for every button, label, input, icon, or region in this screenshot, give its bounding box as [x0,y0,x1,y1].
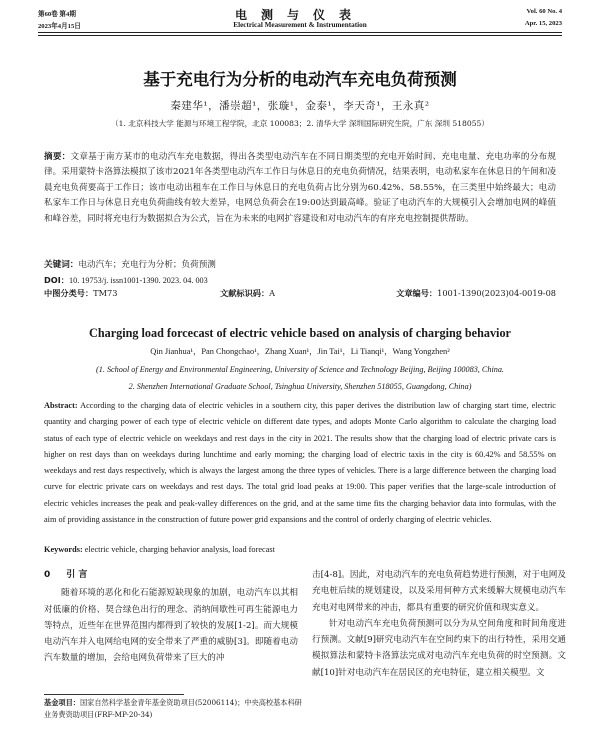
clc-number [44,288,117,299]
section-title: 引 言 [66,570,88,580]
funding-label: 基金项目： [44,698,80,707]
body-paragraph: 击[4-8]。因此，对电动汽车的充电负荷趋势进行预测，对于电网及充电桩后续的规划建设，以及采用何种方式来缓解大规模电动汽车充电对电网带来的冲击，都具有重要的研究价值和现实意义。 [312,570,566,613]
date-cn: 2023年4月15日 [38,23,81,30]
keywords-en-label: Keywords: [44,545,83,554]
document-code [220,288,275,299]
authors-cn: 秦建华¹，潘崇超¹，张璇¹，金泰¹，李天奇¹，王永真² [170,100,430,112]
abstract-cn [44,150,556,227]
doi-text: 10. 19753/j. issn1001-1390. 2023. 04. 003 [69,276,208,285]
volume-en: Vol. 60 No. 4 [526,8,562,15]
funding-footnote [44,697,302,721]
abstract-cn-text: 文章基于南方某市的电动汽车充电数据，得出各类型电动汽车在不同日期类型的充电开始时间、充电电量、充电功率的分布规律。采用蒙特卡洛算法模拟了该市2021年各类型电动汽车工作日与休息日的充电负荷情况，结果表明，电动私家车在休息日的午间和凌晨充电负荷要高于工作日；该市电动出租车在工作日与休息日的充电负荷占比分别为60.42%、58.55%，在三类里中始终最大；电动私家车工作日与休息日充电负荷曲线有较大差异，电网总负荷会在19:00达到最高峰。验证了电动汽车的大规模引入会增加电网的峰值和峰谷差，同时将充电行为数据拟合为公式，旨在为未来的电网扩容建设和对电动汽车的有序充电控制提供帮助。 [44,152,556,224]
abstract-cn-label: 摘要： [44,152,71,162]
article-label: 文章编号： [396,288,438,298]
affiliation-en-1: (1. School of Energy and Environmental Engineering, University of Science and Technology Beijing, Beijing 100083, China. [96,365,504,374]
keywords-cn-label: 关键词： [44,260,79,270]
header-rule-thick [38,32,562,33]
keywords-en-text: electric vehicle, charging behavior analysis, load forecast [84,545,275,554]
section-number: 0 [44,570,51,580]
doi-label: DOI： [44,275,69,285]
clc-value: TM73 [93,288,118,298]
abstract-en [44,398,556,528]
header-rule-thin [38,35,562,36]
section-heading [44,567,298,583]
affiliation-cn: （1. 北京科技大学 能源与环境工程学院，北京 100083；2. 清华大学 深圳国际研究生院，广东 深圳 518055） [111,119,489,128]
doi-line [44,273,556,288]
journal-title-en: Electrical Measurement & Instrumentation [233,21,367,29]
authors-en: Qin Jianhua¹，Pan Chongchao¹，Zhang Xuan¹，Jin Tai¹，Li Tianqi¹，Wang Yongzhen² [150,347,450,356]
article-value: 1001-1390(2023)04-0019-08 [437,288,556,298]
clc-label: 中图分类号： [44,288,94,298]
body-paragraph: 针对电动汽车充电负荷预测可以分为从空间角度和时间角度进行预测。文献[9]研究电动汽车在空间约束下的出行特性，采用交通模拟算法和蒙特卡洛算法完成对电动汽车充电负荷的时空预测。文献[10]针对电动汽车在居民区的充电特征，建立相关模型。文 [312,618,566,678]
body-paragraph: 随着环境的恶化和化石能源短缺现象的加剧，电动汽车以其相对低廉的价格、契合绿色出行的理念、消纳间歇性可再生能源电力等特点，近些年在世界范围内都得到了较快的发展[1-2]。而大规模电动汽车并入电网给电网的安全带来了严重的威胁[3]。即随着电动汽车数量的增加，会给电网负荷带来了巨大的冲 [44,588,298,664]
abstract-en-text: According to the charging data of electric vehicles in a southern city, this paper derives the distribution law of charging start time, electric quantity and charging power of each type of electric vehicle on different date types, and adopts Monte Carlo algorithm to calculate the charging load status of each type of electric vehicle on weekdays and rest days in the city in 2021. The results show that the charging load of electric private cars is higher on rest days than on weekdays during lunchtime and early morning; the charging load of electric taxis in the city is 60.42% and 58.55% on weekdays and rest days respectively, which is always the largest among the three types of vehicles. There is a large difference between the charging load curve for electric private cars on weekdays and rest days. The total grid load peaks at 19:00. This paper verifies that the large-scale introduction of electric vehicles increases the peak and peak-valley differences on the grid, and at the same time fits the charging behavior data into formulas, with the aim of providing assistance in the construction of future power grid expansions and the control of orderly charging of electric vehicles. [44,401,556,525]
article-number [396,288,556,299]
title-en: Charging load forcecast of electric vehicle based on analysis of charging behavior [89,326,511,340]
keywords-cn [44,258,556,273]
keywords-cn-text: 电动汽车；充电行为分析；负荷预测 [78,260,216,270]
journal-title-cn: 电测与仪表 [234,8,365,22]
date-en: Apr. 15, 2023 [524,20,562,27]
doc-label: 文献标识码： [220,288,270,298]
affiliation-en-2: 2. Shenzhen International Graduate School, Tsinghua University, Shenzhen 518055, Guangdong, China) [128,382,472,391]
affiliation-en [40,361,560,395]
abstract-en-label: Abstract: [44,401,78,410]
doc-value: A [269,288,276,298]
funding-text: 国家自然科学基金青年基金资助项目(52006114)；中央高校基本科研业务费资助项目(FRF-MP-20-34) [44,698,302,719]
body-column-left [44,567,298,667]
body-column-right [312,567,566,681]
volume-cn: 第60卷 第4期 [38,11,76,18]
title-cn: 基于充电行为分析的电动汽车充电负荷预测 [143,70,457,89]
footnote-rule [44,694,184,695]
keywords-en [44,545,556,554]
classification-line [44,288,556,302]
